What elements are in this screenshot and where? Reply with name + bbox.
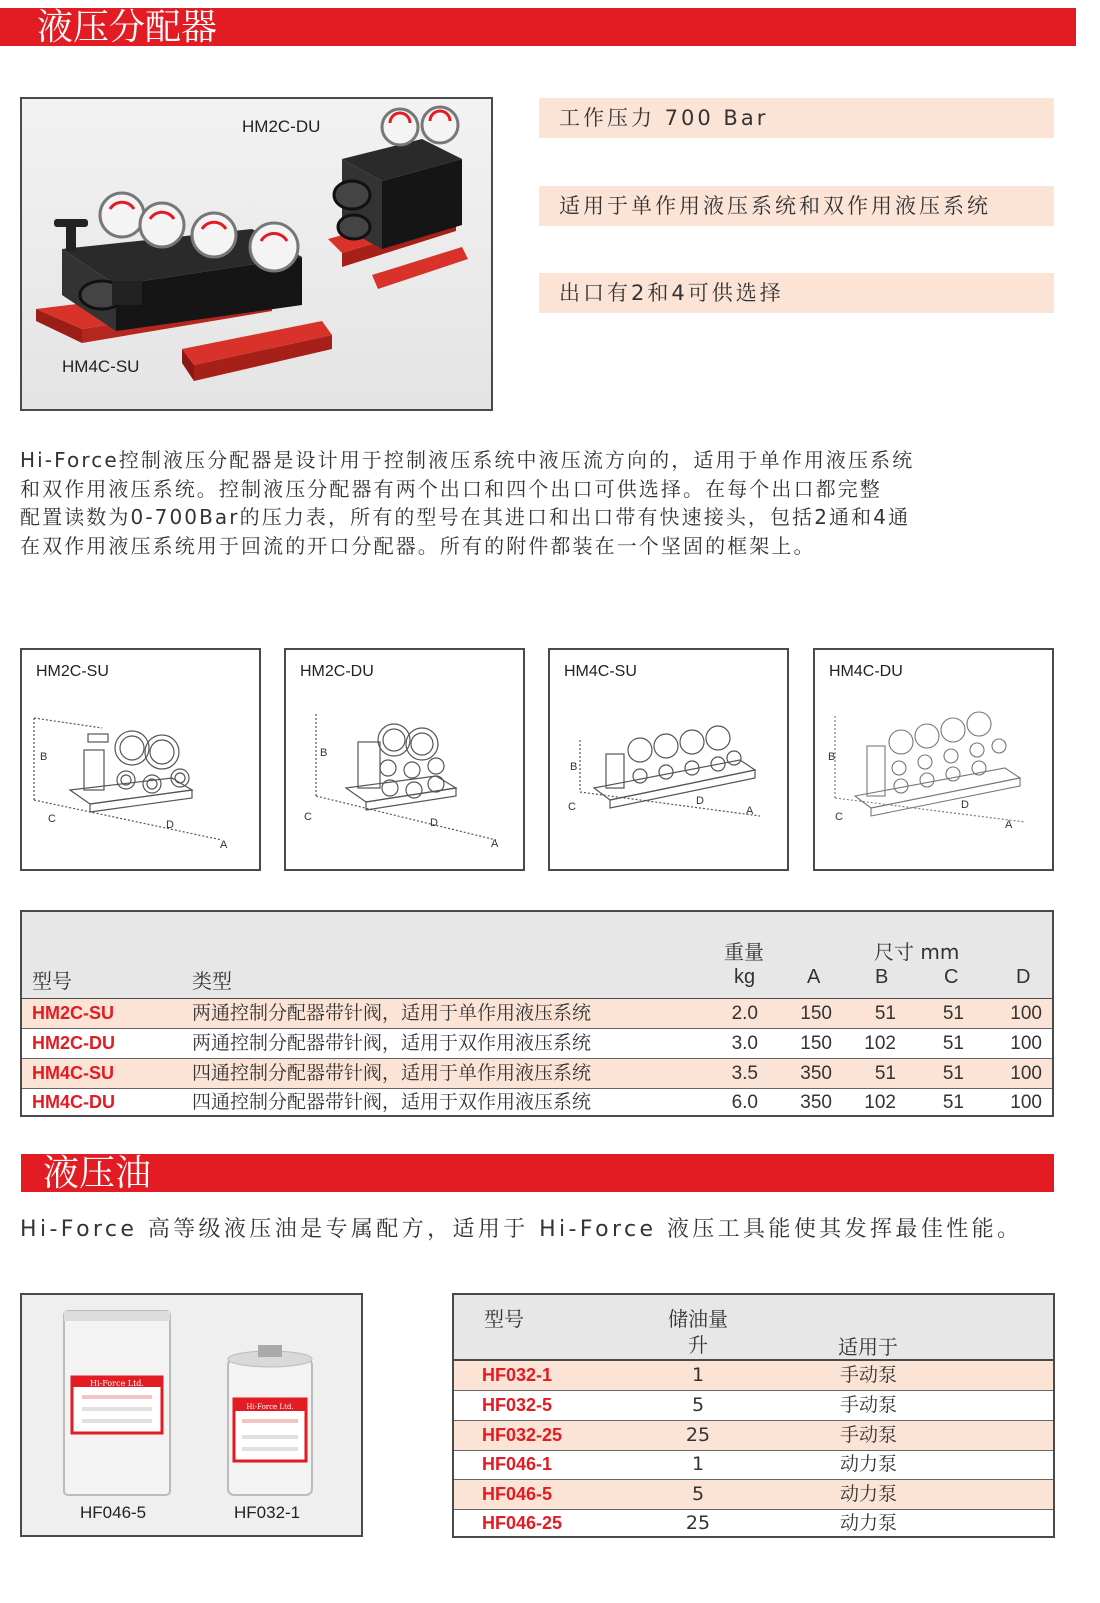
header-size: 尺寸 mm — [874, 940, 960, 964]
table-row — [22, 1059, 1052, 1088]
drawing-hm4c-du — [813, 648, 1054, 871]
drawing-hm4c-su — [548, 648, 789, 871]
row-use: 手动泵 — [840, 1394, 898, 1416]
table-row — [454, 1480, 1053, 1509]
row-b: 51 — [874, 1063, 896, 1084]
drawing-title: HM4C-DU — [829, 663, 903, 680]
row-type: 四通控制分配器带针阀，适用于双作用液压系统 — [192, 1091, 592, 1113]
table-row — [454, 1421, 1053, 1450]
row-use: 手动泵 — [840, 1424, 898, 1446]
drawing-title: HM2C-DU — [300, 663, 374, 680]
row-model: HM2C-DU — [32, 1033, 115, 1053]
header-c: C — [944, 966, 959, 988]
table-row — [454, 1509, 1053, 1538]
drawing-illustration — [22, 650, 259, 869]
row-d: 100 — [1010, 1063, 1042, 1084]
dim-label-b: B — [40, 751, 48, 763]
row-a: 350 — [800, 1092, 832, 1113]
section-title: 液压分配器 — [37, 7, 218, 48]
row-model: HF046-1 — [482, 1454, 553, 1474]
dim-label-b: B — [320, 747, 328, 759]
row-use: 动力泵 — [840, 1512, 898, 1534]
drawing-title: HM2C-SU — [36, 663, 109, 680]
row-capacity: 5 — [691, 1394, 705, 1416]
row-use: 动力泵 — [840, 1453, 898, 1475]
description-line: Hi-Force控制液压分配器是设计用于控制液压系统中液压流方向的，适用于单作用液压系统 — [20, 448, 915, 472]
description-line: 在双作用液压系统用于回流的开口分配器。所有的附件都装在一个坚固的框架上。 — [20, 533, 816, 558]
oil-cans-illustration — [22, 1295, 361, 1535]
row-c: 51 — [942, 1092, 964, 1113]
header-type: 类型 — [192, 969, 232, 993]
dim-label-a: A — [746, 805, 754, 817]
dim-label-b: B — [570, 761, 578, 773]
header-weight: 重量 — [724, 940, 764, 964]
row-kg: 6.0 — [731, 1092, 758, 1113]
description-line: 和双作用液压系统。控制液压分配器有两个出口和四个出口可供选择。在每个出口都完整 — [20, 476, 882, 501]
description-paragraph — [20, 446, 1060, 560]
header-capacity: 储油量 — [668, 1307, 728, 1331]
row-model: HF032-5 — [482, 1395, 553, 1415]
row-c: 51 — [942, 1033, 964, 1054]
row-capacity: 1 — [691, 1364, 705, 1386]
can-label-small: Hi-Force Ltd. — [246, 1403, 294, 1411]
photo-label-hm4c-su: HM4C-SU — [62, 357, 140, 376]
drawing-illustration — [286, 650, 523, 869]
row-capacity: 25 — [685, 1424, 711, 1446]
oil-photo-label-hf032-1: HF032-1 — [234, 1503, 301, 1522]
dim-label-a: A — [220, 839, 228, 851]
row-model: HF046-25 — [482, 1513, 563, 1533]
drawing-title: HM4C-SU — [564, 663, 637, 680]
section-title: 液压油 — [43, 1153, 152, 1194]
dim-label-c: C — [568, 801, 576, 813]
dim-label-c: C — [304, 811, 312, 823]
dim-label-d: D — [430, 817, 438, 829]
row-a: 150 — [800, 1033, 832, 1054]
drawing-illustration — [815, 650, 1052, 869]
header-b: B — [875, 966, 889, 988]
feature-outlets: 出口有2和4可供选择 — [539, 273, 1054, 313]
row-c: 51 — [942, 1063, 964, 1084]
header-weight-unit: kg — [734, 966, 756, 988]
row-type: 两通控制分配器带针阀，适用于双作用液压系统 — [192, 1032, 592, 1054]
row-kg: 3.0 — [731, 1033, 758, 1054]
oil-photo-label-hf046-5: HF046-5 — [80, 1503, 147, 1522]
row-model: HF032-1 — [482, 1365, 553, 1385]
row-type: 两通控制分配器带针阀，适用于单作用液压系统 — [192, 1002, 592, 1024]
row-use: 手动泵 — [840, 1364, 898, 1386]
drawing-illustration — [550, 650, 787, 869]
description-line: 配置读数为0-700Bar的压力表，所有的型号在其进口和出口带有快速接头，包括2通和4通 — [20, 505, 911, 529]
dim-label-c: C — [48, 813, 56, 825]
row-model: HM4C-SU — [32, 1063, 115, 1083]
oil-table-header — [454, 1295, 1053, 1361]
spec-table-header — [22, 912, 1052, 1000]
table-row — [22, 1029, 1052, 1058]
header-capacity-unit: 升 — [688, 1333, 708, 1357]
section-header-distributor — [0, 8, 1076, 46]
header-a: A — [807, 966, 821, 988]
hm4c-su-unit — [36, 193, 332, 381]
row-c: 51 — [942, 1003, 964, 1024]
table-row — [22, 999, 1052, 1028]
drawing-hm2c-du — [284, 648, 525, 871]
row-a: 150 — [800, 1003, 832, 1024]
photo-label-hm2c-du: HM2C-DU — [242, 117, 321, 136]
table-row — [454, 1450, 1053, 1479]
header-d: D — [1016, 966, 1031, 988]
dim-label-c: C — [835, 811, 843, 823]
header-model: 型号 — [32, 969, 72, 993]
row-model: HM4C-DU — [32, 1092, 115, 1112]
dim-label-b: B — [828, 751, 836, 763]
table-row — [454, 1391, 1053, 1420]
row-model: HF032-25 — [482, 1425, 563, 1445]
dim-label-d: D — [696, 795, 704, 807]
feature-systems: 适用于单作用液压系统和双作用液压系统 — [539, 186, 1054, 226]
row-model: HM2C-SU — [32, 1003, 115, 1023]
header-model: 型号 — [484, 1307, 524, 1331]
drawing-hm2c-su — [20, 648, 261, 871]
oil-description: Hi-Force 高等级液压油是专属配方，适用于 Hi-Force 液压工具能使其发挥最佳性能。 — [20, 1217, 1023, 1242]
row-d: 100 — [1010, 1092, 1042, 1113]
row-capacity: 25 — [685, 1512, 711, 1534]
header-use: 适用于 — [838, 1335, 898, 1359]
dim-label-d: D — [166, 819, 174, 831]
row-model: HF046-5 — [482, 1484, 553, 1504]
dim-label-a: A — [1005, 819, 1013, 831]
row-d: 100 — [1010, 1003, 1042, 1024]
dim-label-a: A — [491, 838, 499, 850]
row-kg: 2.0 — [731, 1003, 758, 1024]
hm2c-du-unit — [328, 107, 468, 289]
row-kg: 3.5 — [731, 1063, 758, 1084]
row-capacity: 1 — [691, 1453, 705, 1475]
spec-table — [20, 910, 1054, 1117]
oil-table — [452, 1293, 1055, 1538]
row-b: 51 — [874, 1003, 896, 1024]
row-b: 102 — [864, 1092, 896, 1113]
oil-photo — [20, 1293, 363, 1537]
row-b: 102 — [864, 1033, 896, 1054]
row-capacity: 5 — [691, 1483, 705, 1505]
table-row — [454, 1361, 1053, 1390]
row-a: 350 — [800, 1063, 832, 1084]
section-header-oil — [21, 1154, 1054, 1192]
table-row — [22, 1088, 1052, 1117]
row-use: 动力泵 — [840, 1483, 898, 1505]
can-label-large: Hi-Force Ltd. — [90, 1379, 144, 1388]
row-d: 100 — [1010, 1033, 1042, 1054]
row-type: 四通控制分配器带针阀，适用于单作用液压系统 — [192, 1062, 592, 1084]
product-photo — [20, 97, 493, 411]
feature-pressure: 工作压力 700 Bar — [539, 98, 1054, 138]
dim-label-d: D — [961, 799, 969, 811]
